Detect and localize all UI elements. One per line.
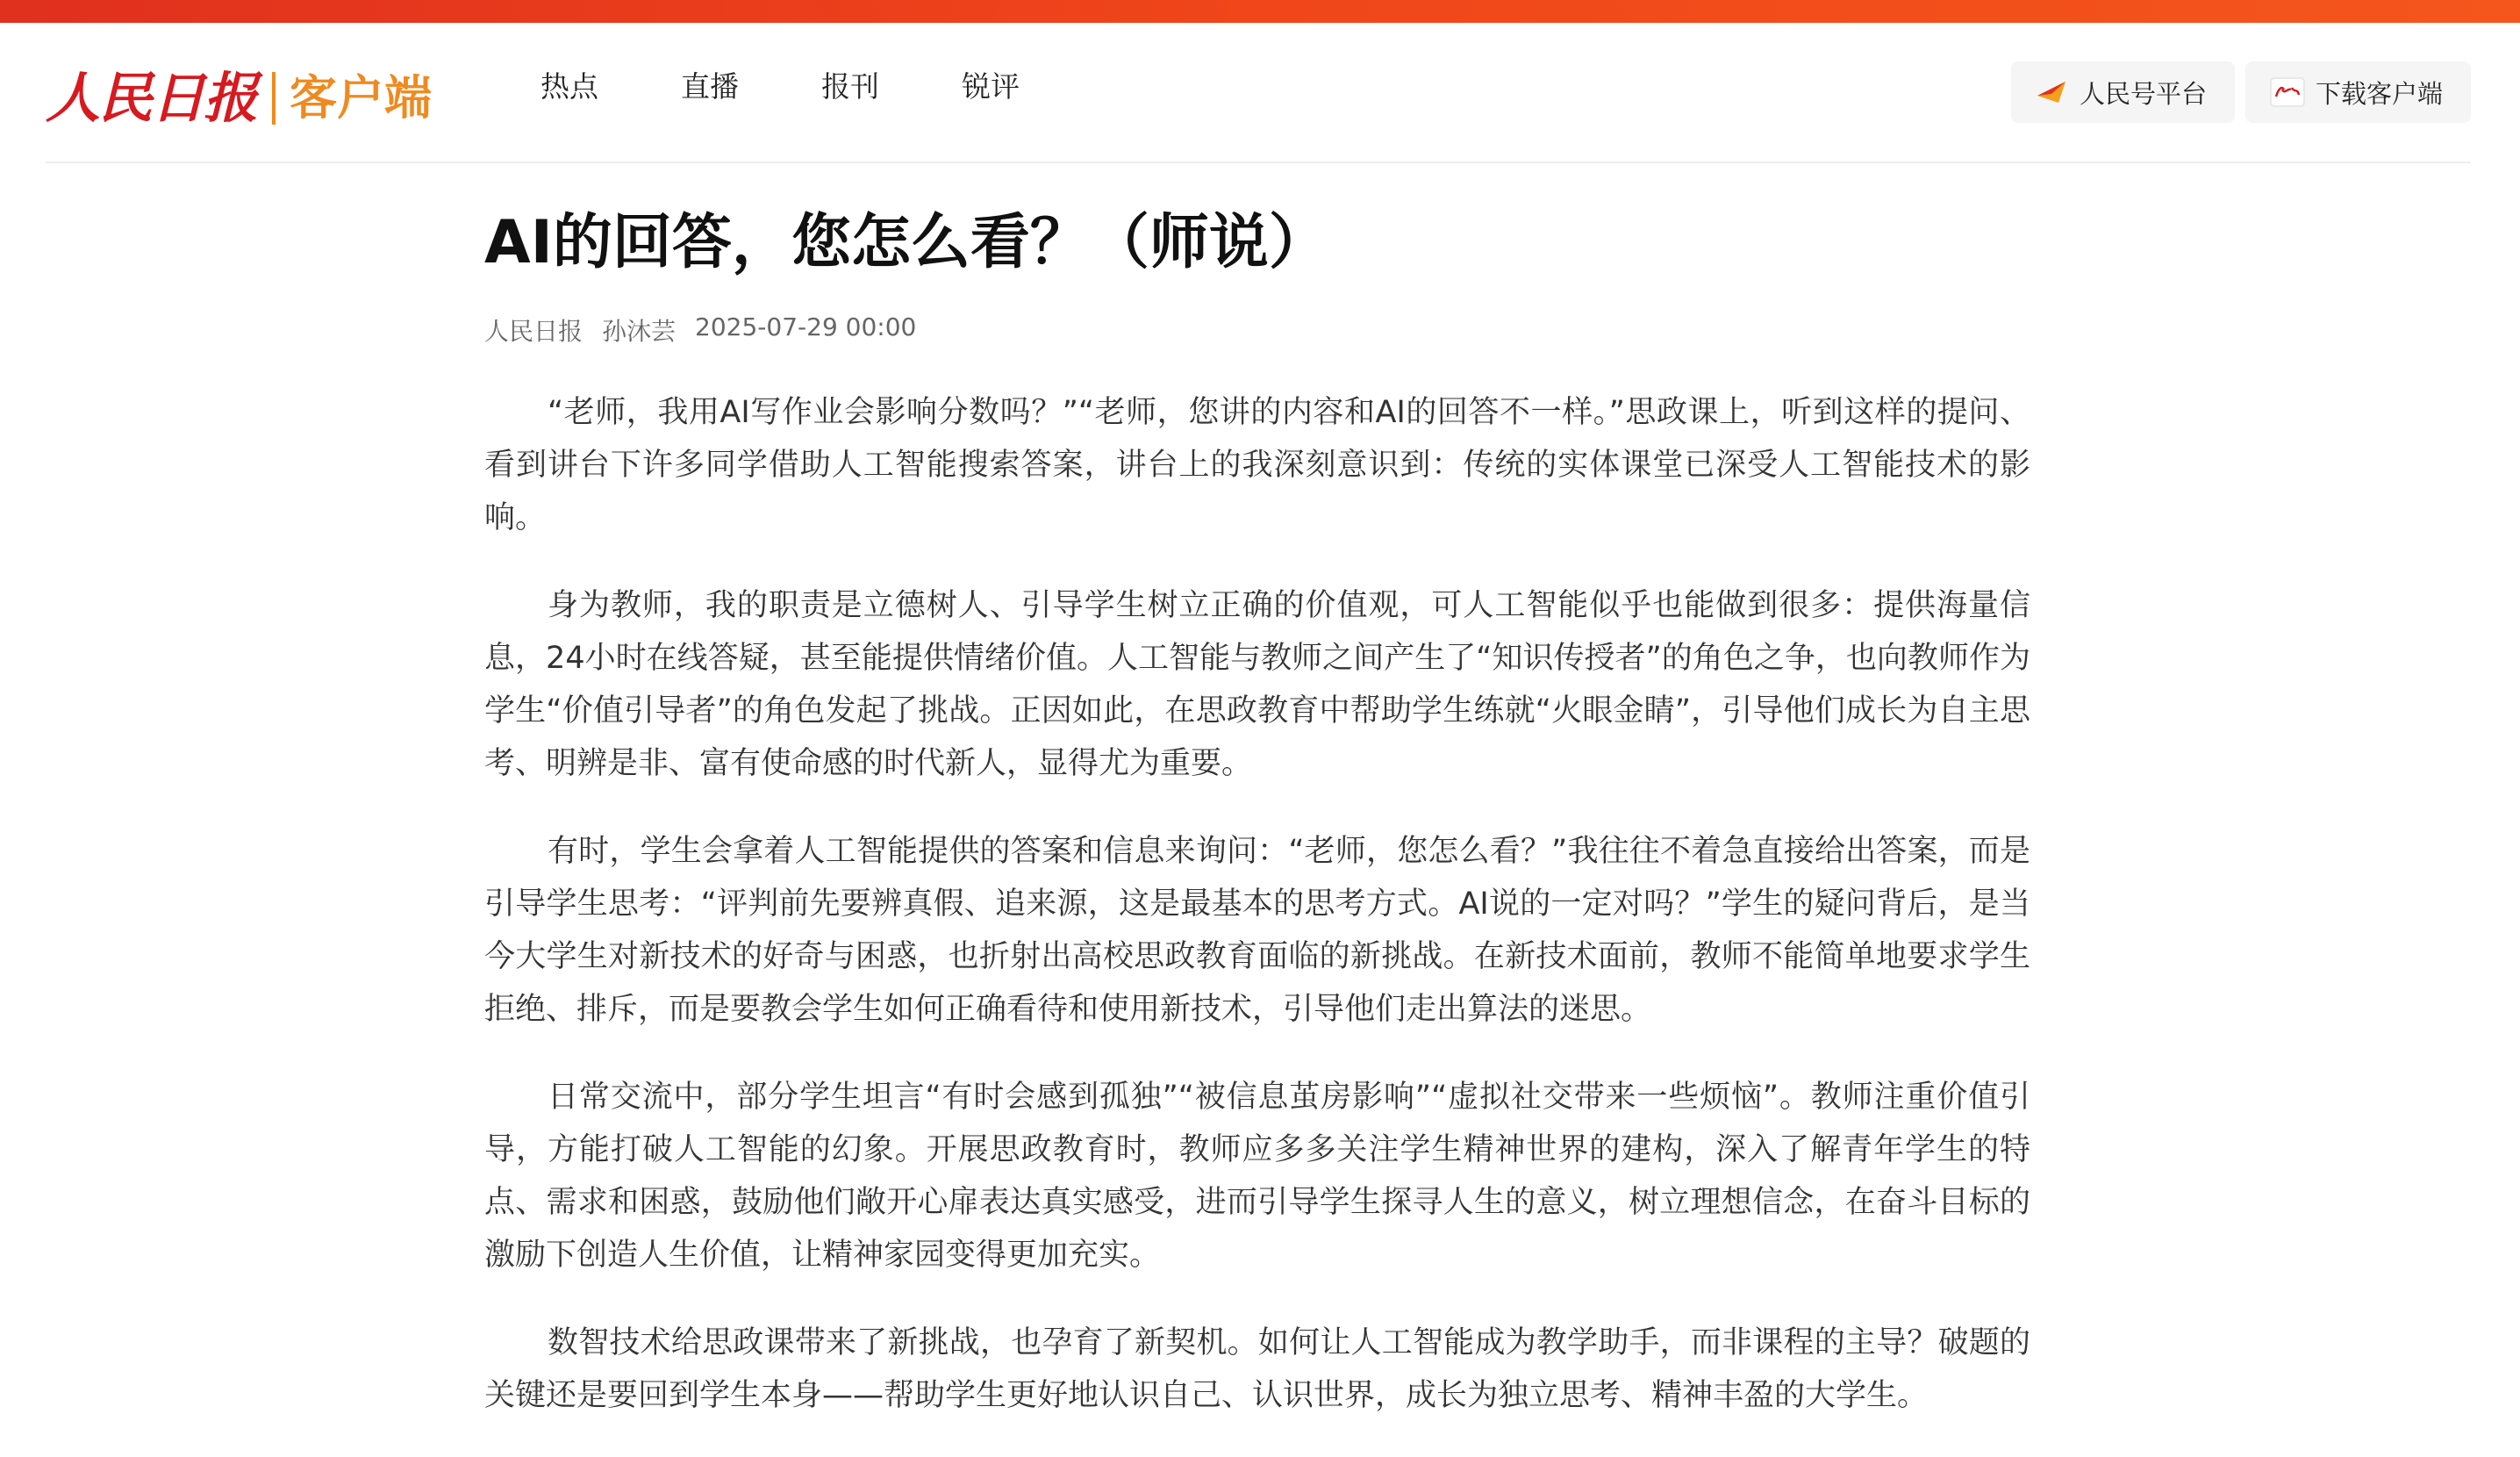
article-paragraph: 有时，学生会拿着人工智能提供的答案和信息来询问：“老师，您怎么看？”我往往不着急直接给出答案，而是引导学生思考：“评判前先要辨真假、追来源，这是最基本的思考方式。AI说的一定对吗？”学生的疑问背后，是当今大学生对新技术的好奇与困惑，也折射出高校思政教育面临的新挑战。在新技术面前，教师不能简单地要求学生拒绝、排斥，而是要教会学生如何正确看待和使用新技术，引导他们走出算法的迷思。	[484, 833, 2030, 1027]
site-logo[interactable]	[46, 54, 432, 142]
people-platform-label: 人民号平台	[2079, 78, 2207, 109]
top-accent-bar	[0, 0, 2520, 23]
download-app-label: 下载客户端	[2315, 78, 2443, 109]
main-nav	[541, 69, 1102, 104]
site-header	[46, 23, 2471, 163]
nav-item-newspaper[interactable]: 报刊	[821, 69, 879, 104]
logo-divider	[272, 72, 276, 125]
download-app-button[interactable]	[2245, 61, 2471, 123]
header-actions	[2011, 61, 2471, 123]
article-title: AI的回答，您怎么看？（师说）	[484, 208, 1328, 277]
article-paragraph: 日常交流中，部分学生坦言“有时会感到孤独”“被信息茧房影响”“虚拟社交带来一些烦恼”。教师注重价值引导，方能打破人工智能的幻象。开展思政教育时，教师应多多关注学生精神世界的建构，深入了解青年学生的特点、需求和困惑，鼓励他们敞开心扉表达真实感受，进而引导学生探寻人生的意义，树立理想信念，在奋斗目标的激励下创造人生价值，让精神家园变得更加充实。	[484, 1079, 2030, 1273]
nav-item-live[interactable]: 直播	[681, 69, 739, 104]
article	[484, 207, 2030, 1457]
logo-main-text: 人民日报	[46, 66, 257, 130]
article-datetime: 2025-07-29 00:00	[695, 312, 917, 341]
article-paragraph: 身为教师，我的职责是立德树人、引导学生树立正确的价值观，可人工智能似乎也能做到很多：提供海量信息，24小时在线答疑，甚至能提供情绪价值。人工智能与教师之间产生了“知识传授者”的角色之争，也向教师作为学生“价值引导者”的角色发起了挑战。正因如此，在思政教育中帮助学生练就“火眼金睛”，引导他们成长为自主思考、明辨是非、富有使命感的时代新人，显得尤为重要。	[484, 587, 2030, 781]
people-platform-icon	[2036, 80, 2069, 104]
article-meta	[484, 312, 2030, 348]
people-platform-button[interactable]	[2011, 61, 2235, 123]
article-source: 人民日报	[484, 316, 583, 346]
nav-item-commentary[interactable]: 锐评	[962, 69, 1020, 104]
article-author: 孙沐芸	[602, 316, 677, 346]
article-paragraph: “老师，我用AI写作业会影响分数吗？”“老师，您讲的内容和AI的回答不一样。”思政课上，听到这样的提问、看到讲台下许多同学借助人工智能搜索答案，讲台上的我深刻意识到：传统的实体课堂已深受人工智能技术的影响。	[484, 394, 2030, 535]
logo-sub-text: 客户端	[290, 70, 433, 126]
app-logo-icon	[2270, 77, 2305, 107]
article-body	[484, 386, 2030, 1422]
article-paragraph: 数智技术给思政课带来了新挑战，也孕育了新契机。如何让人工智能成为教学助手，而非课程的主导？破题的关键还是要回到学生本身——帮助学生更好地认识自己、认识世界，成长为独立思考、精神丰盈的大学生。	[484, 1324, 2030, 1413]
nav-item-hot[interactable]: 热点	[541, 69, 598, 104]
